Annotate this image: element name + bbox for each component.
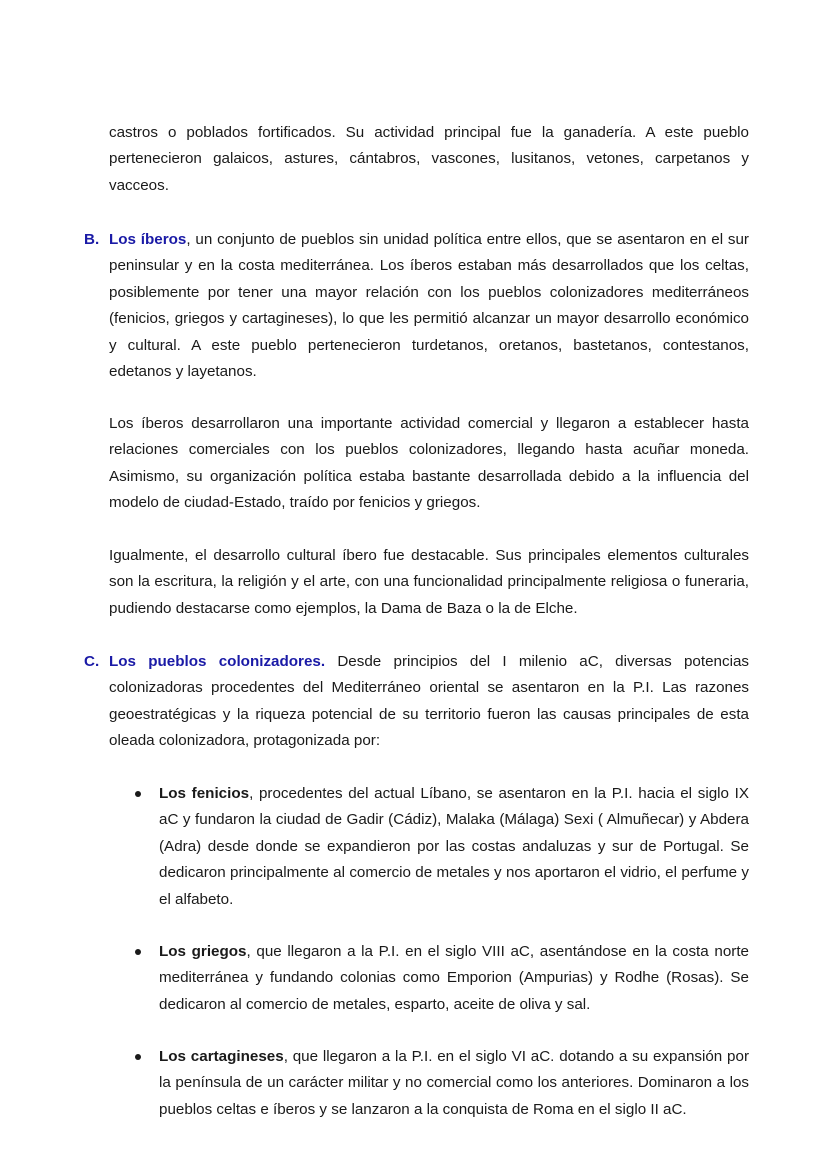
section-b-text: , un conjunto de pueblos sin unidad política entre ellos, que se asentaron en el sur peninsular y en la costa mediterránea. Los íberos estaban más desarrollados que los celtas, posiblemente por tener una mayor relación con los pueblos colonizadores mediterráneos (fenicios, griegos y cartagineses), lo que les permitió alcanzar un mayor desarrollo económico y cultural. A este pueblo pertenecieron turdetanos, oretanos, bastetanos, contestanos, edetanos y layetanos.	[109, 231, 749, 381]
bullet-icon	[135, 791, 141, 797]
bullet-griegos	[159, 939, 749, 1018]
bullet-griegos-text: , que llegaron a la P.I. en el siglo VIII aC, asentándose en la costa norte mediterránea y fundando colonias como Emporion (Ampurias) y Rodhe (Rosas). Se dedicaron al comercio de metales, esparto, aceite de oliva y sal.	[159, 943, 749, 1013]
bullet-cartagineses-text: , que llegaron a la P.I. en el siglo VI aC. dotando a su expansión por la península de un carácter militar y no comercial como los anteriores. Dominaron a los pueblos celtas e íberos y se lanzaron a la conquista de Roma en el siglo II aC.	[159, 1048, 750, 1118]
bullet-griegos-title: Los griegos	[159, 943, 247, 960]
section-c-text: Desde principios del I milenio aC, diversas potencias colonizadoras procedentes del Mediterráneo oriental se asentaron en la P.I. Las razones geoestratégicas y la riqueza potencial de su territorio fueron las causas principales de esta oleada colonizadora, protagonizada por:	[109, 653, 749, 750]
bullet-cartagineses	[159, 1044, 749, 1123]
bullet-fenicios-title: Los fenicios	[159, 785, 250, 802]
intro-paragraph: castros o poblados fortificados. Su actividad principal fue la ganadería. A este pueblo pertenecieron galaicos, astures, cántabros, vascones, lusitanos, vetones, carpetanos y vacceos.	[109, 124, 749, 194]
section-c-paragraph	[109, 649, 749, 755]
section-b-marker: B.	[84, 231, 100, 248]
section-c-marker: C.	[84, 653, 100, 670]
section-b-title: Los íberos	[109, 231, 187, 248]
section-b-paragraph-2: Los íberos desarrollaron una importante actividad comercial y llegaron a establecer hasta relaciones comerciales con los pueblos colonizadores, llegando hasta acuñar moneda. Asimismo, su organización política estaba bastante desarrollada debido a la influencia del modelo de ciudad-Estado, traído por fenicios y griegos.	[109, 415, 749, 512]
section-c-title: Los pueblos colonizadores.	[109, 653, 326, 670]
bullet-cartagineses-title: Los cartagineses	[159, 1048, 284, 1065]
section-b-paragraph	[109, 227, 749, 385]
bullet-icon	[135, 1054, 141, 1060]
bullet-fenicios	[159, 781, 749, 913]
bullet-icon	[135, 949, 141, 955]
section-b-paragraph-3: Igualmente, el desarrollo cultural íbero fue destacable. Sus principales elementos culturales son la escritura, la religión y el arte, con una funcionalidad principalmente religiosa o funeraria, pudiendo destacarse como ejemplos, la Dama de Baza o la de Elche.	[109, 547, 749, 617]
bullet-fenicios-text: , procedentes del actual Líbano, se asentaron en la P.I. hacia el siglo IX aC y fundaron la ciudad de Gadir (Cádiz), Malaka (Málaga) Sexi ( Almuñecar) y Abdera (Adra) desde donde se expandieron por las costas andaluzas y sur de Portugal. Se dedicaron principalmente al comercio de metales y nos aportaron el vidrio, el perfume y el alfabeto.	[159, 785, 749, 908]
